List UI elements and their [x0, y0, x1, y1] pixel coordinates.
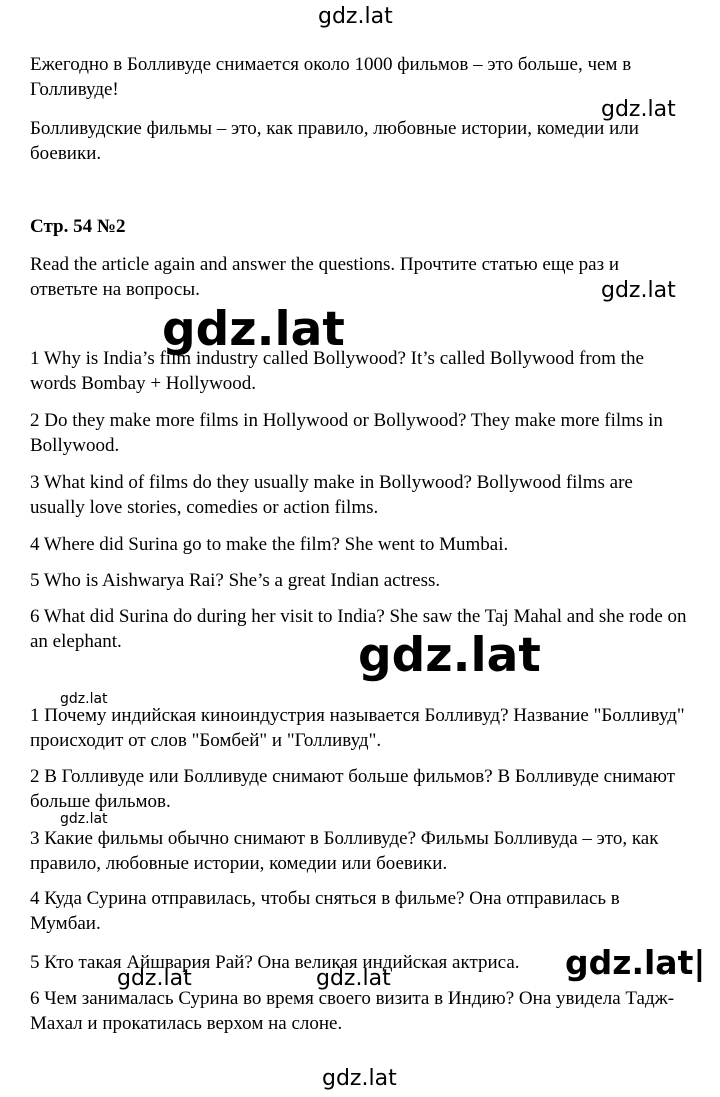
- answer-ru-1: 1 Почему индийская киноиндустрия называется Болливуд? Название "Болливуд" происходит от слов "Бомбей" и "Голливуд".: [30, 705, 685, 751]
- answer-en-4: 4 Where did Surina go to make the film? She went to Mumbai.: [30, 534, 509, 555]
- answer-ru-3: 3 Какие фильмы обычно снимают в Болливуде? Фильмы Болливуда – это, как правило, любовные истории, комедии или боевики.: [30, 828, 659, 874]
- answer-en-6: 6 What did Surina do during her visit to India? She saw the Taj Mahal and she rode on an elephant.: [30, 606, 687, 652]
- watermark-right-2: gdz.lat: [601, 278, 676, 303]
- answer-ru-2: 2 В Голливуде или Болливуде снимают больше фильмов? В Болливуде снимают больше фильмов.: [30, 766, 675, 812]
- watermark-bottom-left: gdz.lat: [117, 966, 192, 991]
- answer-en-2: 2 Do they make more films in Hollywood or Bollywood? They make more films in Bollywood.: [30, 410, 663, 456]
- answer-ru-6: 6 Чем занималась Сурина во время своего визита в Индию? Она увидела Тадж-Махал и прокатилась верхом на слоне.: [30, 988, 675, 1034]
- watermark-top: gdz.lat: [318, 4, 393, 29]
- task-instruction: Read the article again and answer the questions. Прочтите статью еще раз и ответьте на вопросы.: [30, 254, 620, 300]
- answer-ru-4: 4 Куда Сурина отправилась, чтобы сняться в фильме? Она отправилась в Мумбаи.: [30, 888, 620, 934]
- watermark-medium-right: gdz.lat|: [565, 943, 706, 982]
- watermark-small-2: gdz.lat: [60, 811, 108, 827]
- section-title: Стр. 54 №2: [30, 216, 126, 237]
- answer-en-5: 5 Who is Aishwarya Rai? She’s a great Indian actress.: [30, 570, 441, 591]
- answer-ru-5: 5 Кто такая Айшвария Рай? Она великая индийская актриса.: [30, 952, 520, 973]
- watermark-large-2: gdz.lat: [358, 628, 541, 683]
- watermark-bottom-center: gdz.lat: [316, 966, 391, 991]
- answer-en-3: 3 What kind of films do they usually make in Bollywood? Bollywood films are usually love stories, comedies or action films.: [30, 472, 633, 518]
- watermark-right-1: gdz.lat: [601, 97, 676, 122]
- answer-en-1: 1 Why is India’s film industry called Bollywood? It’s called Bollywood from the words Bombay + Hollywood.: [30, 348, 644, 394]
- watermark-small-1: gdz.lat: [60, 691, 108, 707]
- watermark-large-1: gdz.lat: [162, 302, 345, 357]
- intro-paragraph-2: Болливудские фильмы – это, как правило, любовные истории, комедии или боевики.: [30, 118, 639, 164]
- intro-paragraph-1: Ежегодно в Болливуде снимается около 1000 фильмов – это больше, чем в Голливуде!: [30, 54, 632, 100]
- watermark-footer: gdz.lat: [322, 1066, 397, 1091]
